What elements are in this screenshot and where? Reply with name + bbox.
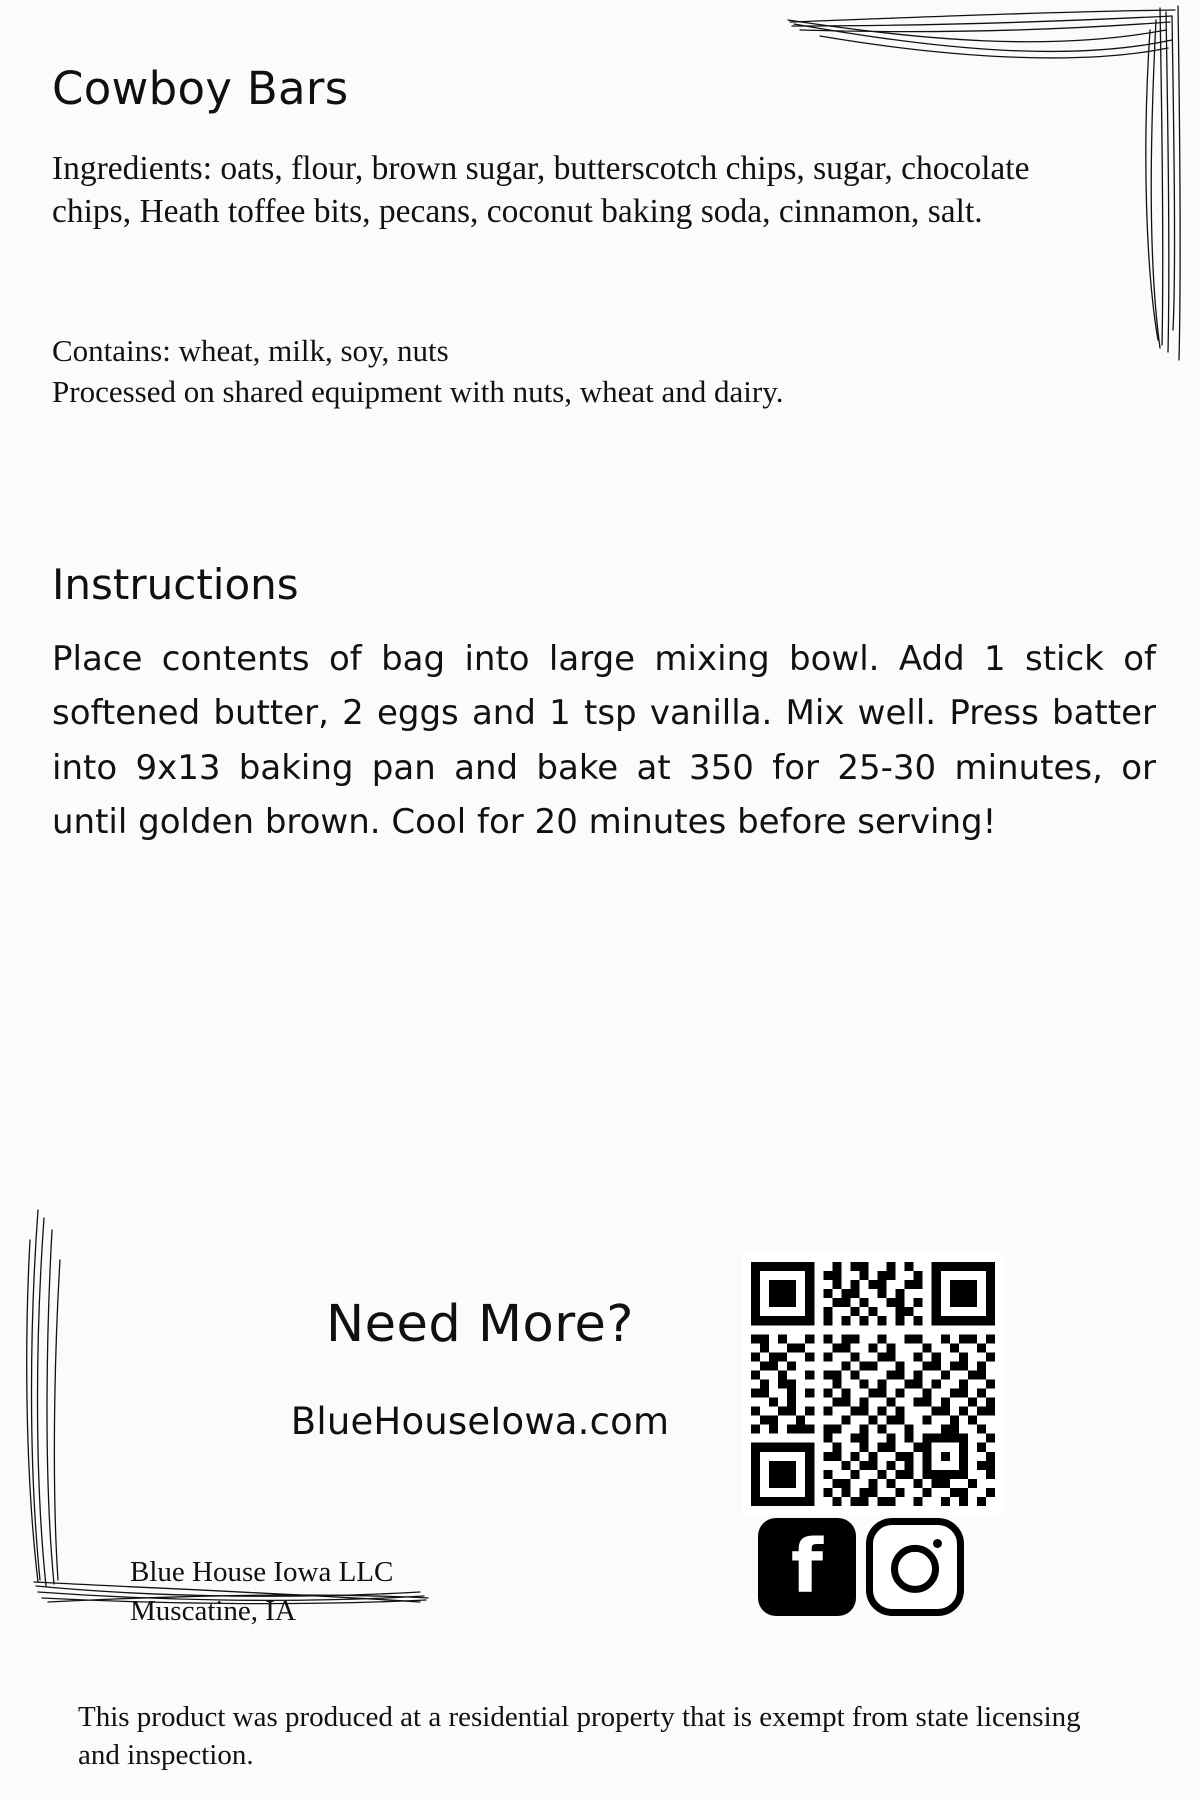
company-name: Blue House Iowa LLC — [130, 1556, 394, 1588]
page-title: Cowboy Bars — [52, 62, 349, 115]
website-text: BlueHouseIowa.com — [290, 1400, 670, 1443]
instagram-dot — [933, 1539, 942, 1548]
instructions-body: Place contents of bag into large mixing bowl. Add 1 stick of softened butter, 2 eggs and 1 tsp vanilla. Mix well. Press batter into 9x13 baking pan and bake at 350 for 25-30 minutes, or until golden brown. Cool for 20 minutes before serving! — [52, 639, 1156, 843]
facebook-glyph: f — [790, 1524, 824, 1610]
company-block — [130, 1553, 393, 1630]
ingredients-text: Ingredients: oats, flour, brown sugar, butterscotch chips, sugar, chocolate chips, Heath toffee bits, pecans, coconut baking soda, cinnamon, salt. — [52, 150, 1030, 230]
contains-text: Contains: wheat, milk, soy, nuts — [52, 333, 449, 368]
allergen-block — [52, 330, 1092, 412]
disclaimer-text: This product was produced at a residential property that is exempt from state licensing and inspection. — [78, 1701, 1081, 1772]
need-more-heading: Need More? — [326, 1295, 634, 1354]
instagram-icon[interactable] — [866, 1518, 964, 1616]
facebook-icon[interactable] — [758, 1518, 856, 1616]
processed-note: Processed on shared equipment with nuts, wheat and dairy. — [52, 374, 784, 410]
company-location: Muscatine, IA — [130, 1594, 296, 1627]
instructions-heading: Instructions — [52, 560, 299, 609]
qr-code[interactable] — [742, 1253, 1004, 1515]
instagram-ring — [891, 1545, 939, 1593]
social-links — [758, 1518, 964, 1616]
